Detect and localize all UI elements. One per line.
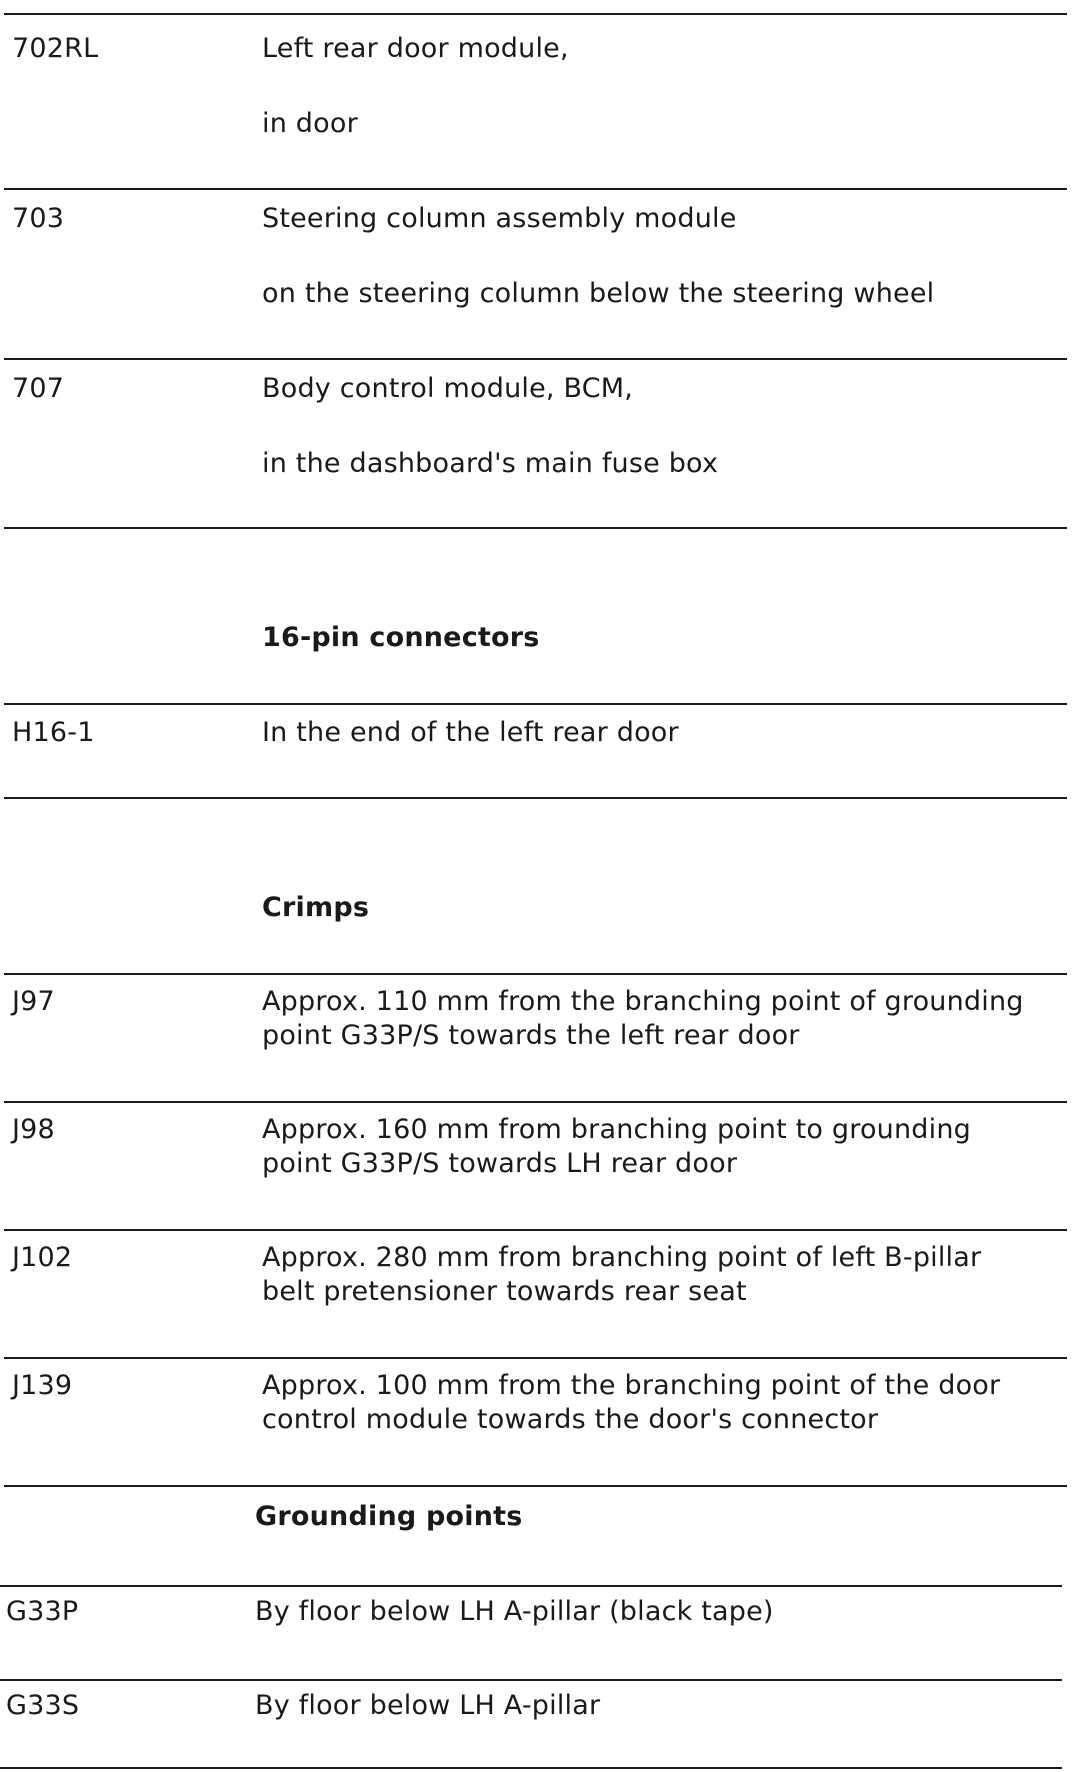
row-description-line: Left rear door module,: [262, 33, 569, 64]
row-id: 703: [12, 203, 65, 234]
row-description-line: belt pretensioner towards rear seat: [262, 1276, 747, 1307]
row-divider: [4, 1101, 1067, 1103]
row-description-line: Approx. 110 mm from the branching point of grounding: [262, 986, 1024, 1017]
section-heading: Crimps: [262, 892, 370, 923]
row-divider: [4, 13, 1067, 15]
row-divider: [4, 973, 1067, 975]
row-id: J98: [12, 1114, 55, 1145]
row-divider: [4, 703, 1067, 705]
row-description-line: in door: [262, 108, 358, 139]
row-description-line: on the steering column below the steering wheel: [262, 278, 935, 309]
row-id: J102: [12, 1242, 73, 1273]
row-divider: [0, 1679, 1062, 1681]
row-description-line: control module towards the door's connector: [262, 1404, 879, 1435]
row-description-line: point G33P/S towards LH rear door: [262, 1148, 738, 1179]
row-id: H16-1: [12, 717, 95, 748]
row-id: G33S: [6, 1690, 80, 1721]
row-divider: [4, 1229, 1067, 1231]
row-id: J97: [12, 986, 55, 1017]
row-description-line: Steering column assembly module: [262, 203, 737, 234]
row-divider: [4, 527, 1067, 529]
row-id: 702RL: [12, 33, 99, 64]
row-divider: [4, 1357, 1067, 1359]
row-description-line: Approx. 100 mm from the branching point of the door: [262, 1370, 1001, 1401]
row-description-line: In the end of the left rear door: [262, 717, 679, 748]
row-divider: [4, 1485, 1067, 1487]
row-description-line: Approx. 160 mm from branching point to grounding: [262, 1114, 972, 1145]
row-id: G33P: [6, 1596, 79, 1627]
section-heading: Grounding points: [255, 1501, 523, 1532]
row-divider: [4, 358, 1067, 360]
row-id: J139: [12, 1370, 73, 1401]
row-divider: [0, 1767, 1062, 1769]
row-divider: [0, 1585, 1062, 1587]
row-description-line: in the dashboard's main fuse box: [262, 448, 719, 479]
row-divider: [4, 797, 1067, 799]
row-divider: [4, 188, 1067, 190]
row-description-line: Approx. 280 mm from branching point of left B-pillar: [262, 1242, 982, 1273]
row-description-line: By floor below LH A-pillar: [255, 1690, 601, 1721]
row-id: 707: [12, 373, 65, 404]
row-description-line: By floor below LH A-pillar (black tape): [255, 1596, 774, 1627]
row-description-line: Body control module, BCM,: [262, 373, 634, 404]
row-description-line: point G33P/S towards the left rear door: [262, 1020, 800, 1051]
section-heading: 16-pin connectors: [262, 622, 540, 653]
